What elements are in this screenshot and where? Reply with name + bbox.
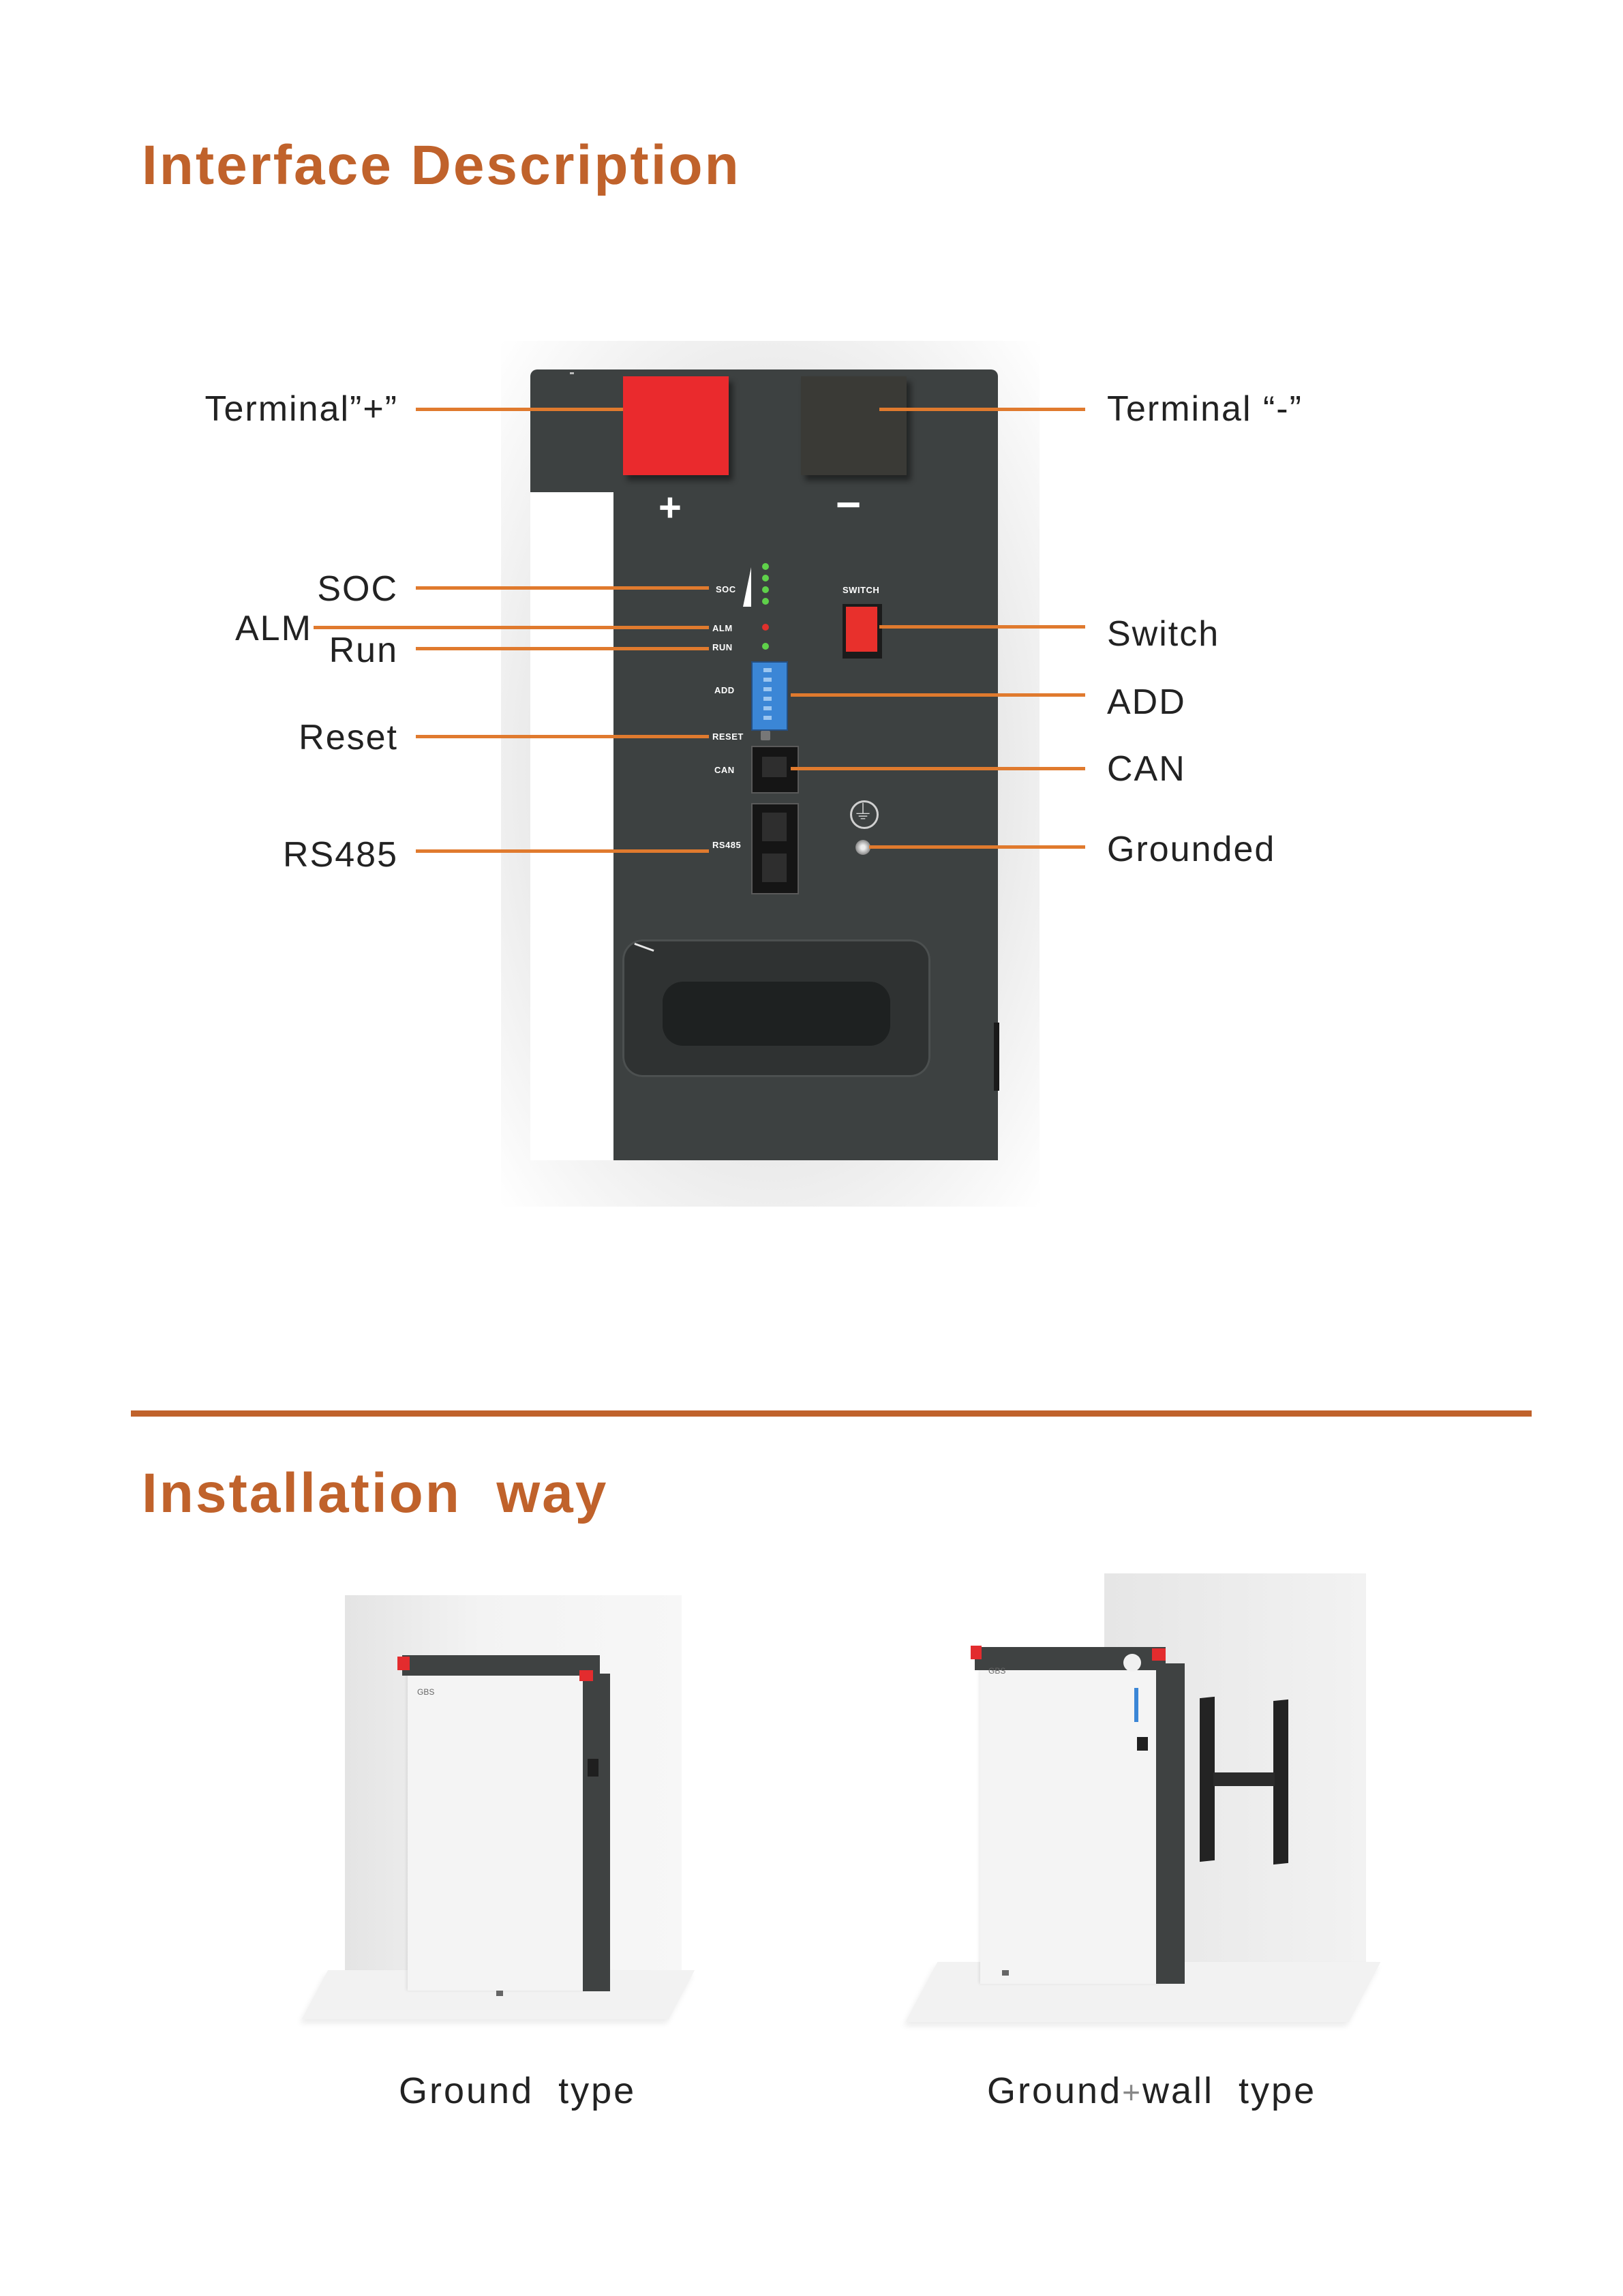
battery-cabinet bbox=[408, 1670, 586, 1991]
caption-ground-wall-type bbox=[987, 2070, 1316, 2112]
positive-terminal bbox=[623, 376, 729, 475]
leader-alm bbox=[314, 626, 709, 629]
minus-symbol: − bbox=[836, 480, 862, 529]
plus-symbol: + bbox=[658, 485, 682, 530]
label-reset: Reset bbox=[299, 718, 398, 757]
leader-can bbox=[791, 767, 1085, 770]
panel-reset-label: RESET bbox=[712, 731, 744, 742]
panel-add-label: ADD bbox=[714, 685, 735, 695]
label-can: CAN bbox=[1107, 749, 1186, 789]
section-title-installation: Installation way bbox=[142, 1462, 609, 1524]
dip-toggle bbox=[763, 668, 772, 672]
label-terminal-pos: Terminal”+” bbox=[204, 389, 398, 429]
soc-led-3 bbox=[762, 586, 769, 593]
rs485-port-1[interactable] bbox=[762, 813, 787, 841]
soc-led-2 bbox=[762, 575, 769, 581]
leader-terminal-pos bbox=[416, 408, 623, 411]
soc-led-4 bbox=[762, 598, 769, 605]
terminal-mini bbox=[579, 1670, 593, 1681]
ground-screw bbox=[855, 840, 870, 855]
panel-run-label: RUN bbox=[712, 642, 733, 652]
panel-alm-label: ALM bbox=[712, 623, 733, 633]
dip-toggle bbox=[763, 678, 772, 682]
panel-soc-label: SOC bbox=[716, 584, 736, 594]
panel-rs485-label: RS485 bbox=[712, 840, 742, 850]
dip-toggle bbox=[763, 716, 772, 720]
caption-part-ground: Ground bbox=[987, 2070, 1123, 2111]
panel-mark bbox=[570, 372, 574, 374]
panel-switch-label: SWITCH bbox=[843, 585, 880, 595]
caption-part-wall: wall type bbox=[1142, 2070, 1317, 2111]
leader-rs485 bbox=[416, 849, 709, 853]
dip-toggle bbox=[763, 706, 772, 710]
rs485-port-2[interactable] bbox=[762, 854, 787, 882]
brand-logo: GBS bbox=[988, 1666, 1006, 1676]
label-alm: ALM bbox=[235, 609, 312, 648]
label-terminal-neg: Terminal “-” bbox=[1107, 389, 1303, 429]
label-add: ADD bbox=[1107, 682, 1186, 722]
label-grounded: Grounded bbox=[1107, 830, 1276, 869]
panel-side-strip bbox=[530, 492, 613, 1160]
cabinet-side-panel bbox=[1156, 1663, 1185, 1984]
mini-handle bbox=[588, 1759, 598, 1777]
caption-ground-type: Ground type bbox=[399, 2070, 637, 2111]
wall-bracket-left bbox=[1200, 1697, 1215, 1862]
leader-add bbox=[791, 693, 1085, 697]
label-run: Run bbox=[329, 631, 398, 670]
label-rs485: RS485 bbox=[283, 835, 398, 875]
wall-bracket-right bbox=[1273, 1700, 1288, 1864]
dip-toggle bbox=[763, 697, 772, 701]
ground-icon: ⏚ bbox=[853, 802, 873, 824]
mini-handle bbox=[1137, 1737, 1148, 1751]
terminal-mini bbox=[1152, 1648, 1166, 1661]
can-port-socket bbox=[762, 757, 787, 777]
top-button bbox=[1123, 1654, 1141, 1672]
panel-can-label: CAN bbox=[714, 765, 735, 775]
run-led bbox=[762, 643, 769, 650]
side-slot bbox=[994, 1023, 999, 1091]
wall-bracket-bar bbox=[1213, 1772, 1275, 1786]
cabinet-foot bbox=[496, 1991, 503, 1996]
leader-switch bbox=[879, 625, 1085, 629]
cabinet-foot bbox=[1002, 1970, 1009, 1976]
leader-terminal-neg bbox=[879, 408, 1085, 411]
mini-add-switch bbox=[1134, 1688, 1138, 1722]
cabinet-top bbox=[402, 1655, 600, 1676]
power-switch[interactable] bbox=[846, 607, 877, 652]
leader-soc bbox=[416, 586, 709, 590]
section-title-interface: Interface Description bbox=[142, 134, 741, 196]
negative-terminal bbox=[801, 376, 907, 475]
soc-gauge-icon bbox=[742, 567, 753, 607]
alm-led bbox=[762, 624, 769, 631]
terminal-pos-mini bbox=[971, 1646, 982, 1659]
reset-button[interactable] bbox=[761, 731, 770, 740]
terminal-pos-mini bbox=[397, 1657, 410, 1670]
section-divider bbox=[131, 1410, 1532, 1417]
dip-toggle bbox=[763, 687, 772, 691]
label-switch: Switch bbox=[1107, 614, 1220, 654]
leader-run bbox=[416, 647, 709, 650]
handle-grip-hole bbox=[663, 982, 890, 1046]
leader-grounded bbox=[869, 845, 1085, 849]
cabinet-side-panel bbox=[583, 1674, 610, 1991]
leader-reset bbox=[416, 735, 709, 738]
soc-led-1 bbox=[762, 563, 769, 570]
label-soc: SOC bbox=[317, 569, 398, 609]
caption-plus: + bbox=[1122, 2074, 1142, 2110]
brand-logo: GBS bbox=[417, 1687, 435, 1697]
